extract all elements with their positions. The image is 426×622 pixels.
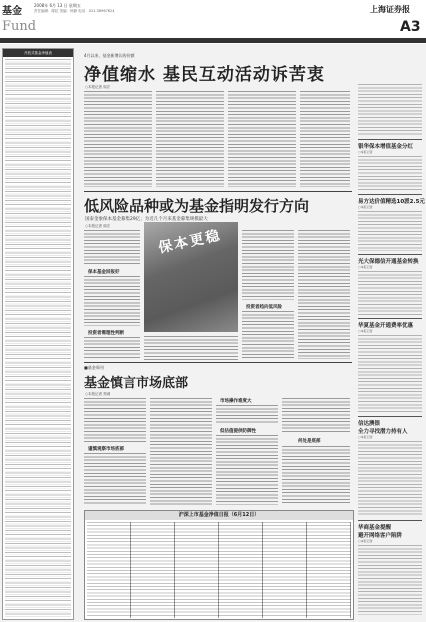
- section-name: 基金: [2, 6, 22, 17]
- right-story-1-byline: ○本报记者: [358, 150, 373, 154]
- bottom-subhead-2: 市场操作难度大: [220, 399, 252, 404]
- middle-headline: 低风险品种或为基金指明发行方向: [84, 197, 310, 215]
- bottom-headline: 基金慎言市场底部: [84, 376, 189, 391]
- right-story-5-text: [358, 441, 422, 517]
- section-english: Fund: [2, 19, 37, 34]
- fund-nav-table: [84, 510, 354, 620]
- news-photo: [144, 222, 238, 332]
- middle-text-col-4: [298, 230, 350, 359]
- divider: [358, 416, 422, 417]
- middle-text-col-3b: [242, 311, 294, 359]
- bottom-text-col-3b: [216, 435, 278, 505]
- dateline: 2008年 6月 13 日 星期五: [34, 3, 81, 8]
- fund-table-body: [87, 522, 351, 618]
- lead-kicker: 4月以来，基金新增认购份额: [84, 53, 135, 58]
- right-story-2-byline: ○本报记者: [358, 205, 373, 209]
- bottom-text-col-3a: [216, 405, 278, 425]
- right-story-5-title: 信达澳银: [358, 421, 381, 427]
- photo-caption-text: 保本更稳: [157, 227, 223, 257]
- middle-byline: ○本报记者 周宏: [85, 224, 111, 228]
- middle-text-col-1b: [84, 276, 140, 326]
- divider: [358, 254, 422, 255]
- editor-contact: 责任编辑：陈虹 美编：杨静 电话：021-38967624: [34, 9, 115, 13]
- lead-byline: ○本报记者 周宏: [85, 85, 111, 89]
- left-table-rows: [5, 59, 71, 617]
- divider: [358, 520, 422, 521]
- divider: [358, 194, 422, 195]
- right-story-2-title: 易方达价值精选10派2.5元: [358, 199, 425, 205]
- right-story-6-byline: ○本报记者: [358, 539, 373, 543]
- paper-name: 上海证券报: [370, 5, 410, 14]
- bottom-label: ■基金周刊: [84, 365, 104, 370]
- bottom-byline: ○本报记者 郑诚: [85, 392, 111, 396]
- middle-text-col-1a: [84, 230, 140, 266]
- lead-text-col-4: [300, 91, 350, 187]
- bottom-text-col-4a: [282, 398, 350, 434]
- right-story-5-subtitle: 全力寻找潜力持有人: [358, 429, 408, 435]
- lead-headline: 净值缩水 基民互动活动诉苦衷: [84, 65, 325, 85]
- divider: [358, 139, 422, 140]
- divider: [358, 318, 422, 319]
- right-story-6-title: 华商基金提醒: [358, 525, 392, 531]
- left-table-header: 开放式基金净值表: [3, 49, 73, 57]
- bottom-text-col-4b: [282, 446, 350, 505]
- right-story-4-text: [358, 335, 422, 413]
- bottom-text-col-2: [150, 398, 212, 505]
- right-story-3-byline: ○本报记者: [358, 265, 373, 269]
- right-story-4-title: 华夏基金开通费率优惠: [358, 323, 414, 329]
- middle-subheadline: 国泰金象保本基金募集29亿；为近几个月来基金募集规模最大: [85, 217, 208, 222]
- right-story-1-title: 银华保本增值基金分红: [358, 144, 414, 150]
- right-column: [356, 48, 424, 618]
- fund-table-title: 沪深上市基金净值日报（6月12日）: [85, 511, 353, 520]
- left-data-table: [2, 48, 74, 620]
- bottom-text-col-1a: [84, 398, 146, 442]
- lead-text-col-1: [84, 91, 152, 187]
- bottom-text-col-1b: [84, 453, 146, 505]
- right-story-3-text: [358, 271, 422, 315]
- right-story-5-byline: ○本报记者: [358, 435, 373, 439]
- right-story-3-title: 光大保德信开通基金转换: [358, 259, 419, 265]
- right-top-text: [358, 84, 422, 136]
- middle-text-col-3a: [242, 230, 294, 300]
- middle-subhead-3: 投资者需理性判断: [88, 331, 124, 336]
- divider: [84, 191, 352, 192]
- middle-subhead-1: 保本基金回报好: [88, 270, 120, 275]
- right-story-1-text: [358, 156, 422, 192]
- bottom-subhead-3: 低估值提供防御性: [220, 429, 256, 434]
- bottom-subhead-1: 谨慎观察市场底部: [88, 447, 124, 452]
- middle-text-col-1c: [84, 337, 140, 359]
- right-story-2-text: [358, 211, 422, 251]
- right-story-6-text: [358, 545, 422, 615]
- middle-text-col-2: [144, 336, 238, 360]
- lead-text-col-3: [228, 91, 296, 187]
- right-story-6-subtitle: 避开网络客户陷阱: [358, 533, 403, 539]
- middle-subhead-2: 投资者趋向低风险: [246, 305, 282, 310]
- page-number: A3: [400, 19, 421, 35]
- right-story-4-byline: ○本报记者: [358, 329, 373, 333]
- lead-text-col-2: [156, 91, 224, 187]
- divider: [84, 362, 352, 363]
- bottom-subhead-4: 何处是底部: [298, 439, 321, 444]
- masthead-rule: [0, 38, 426, 43]
